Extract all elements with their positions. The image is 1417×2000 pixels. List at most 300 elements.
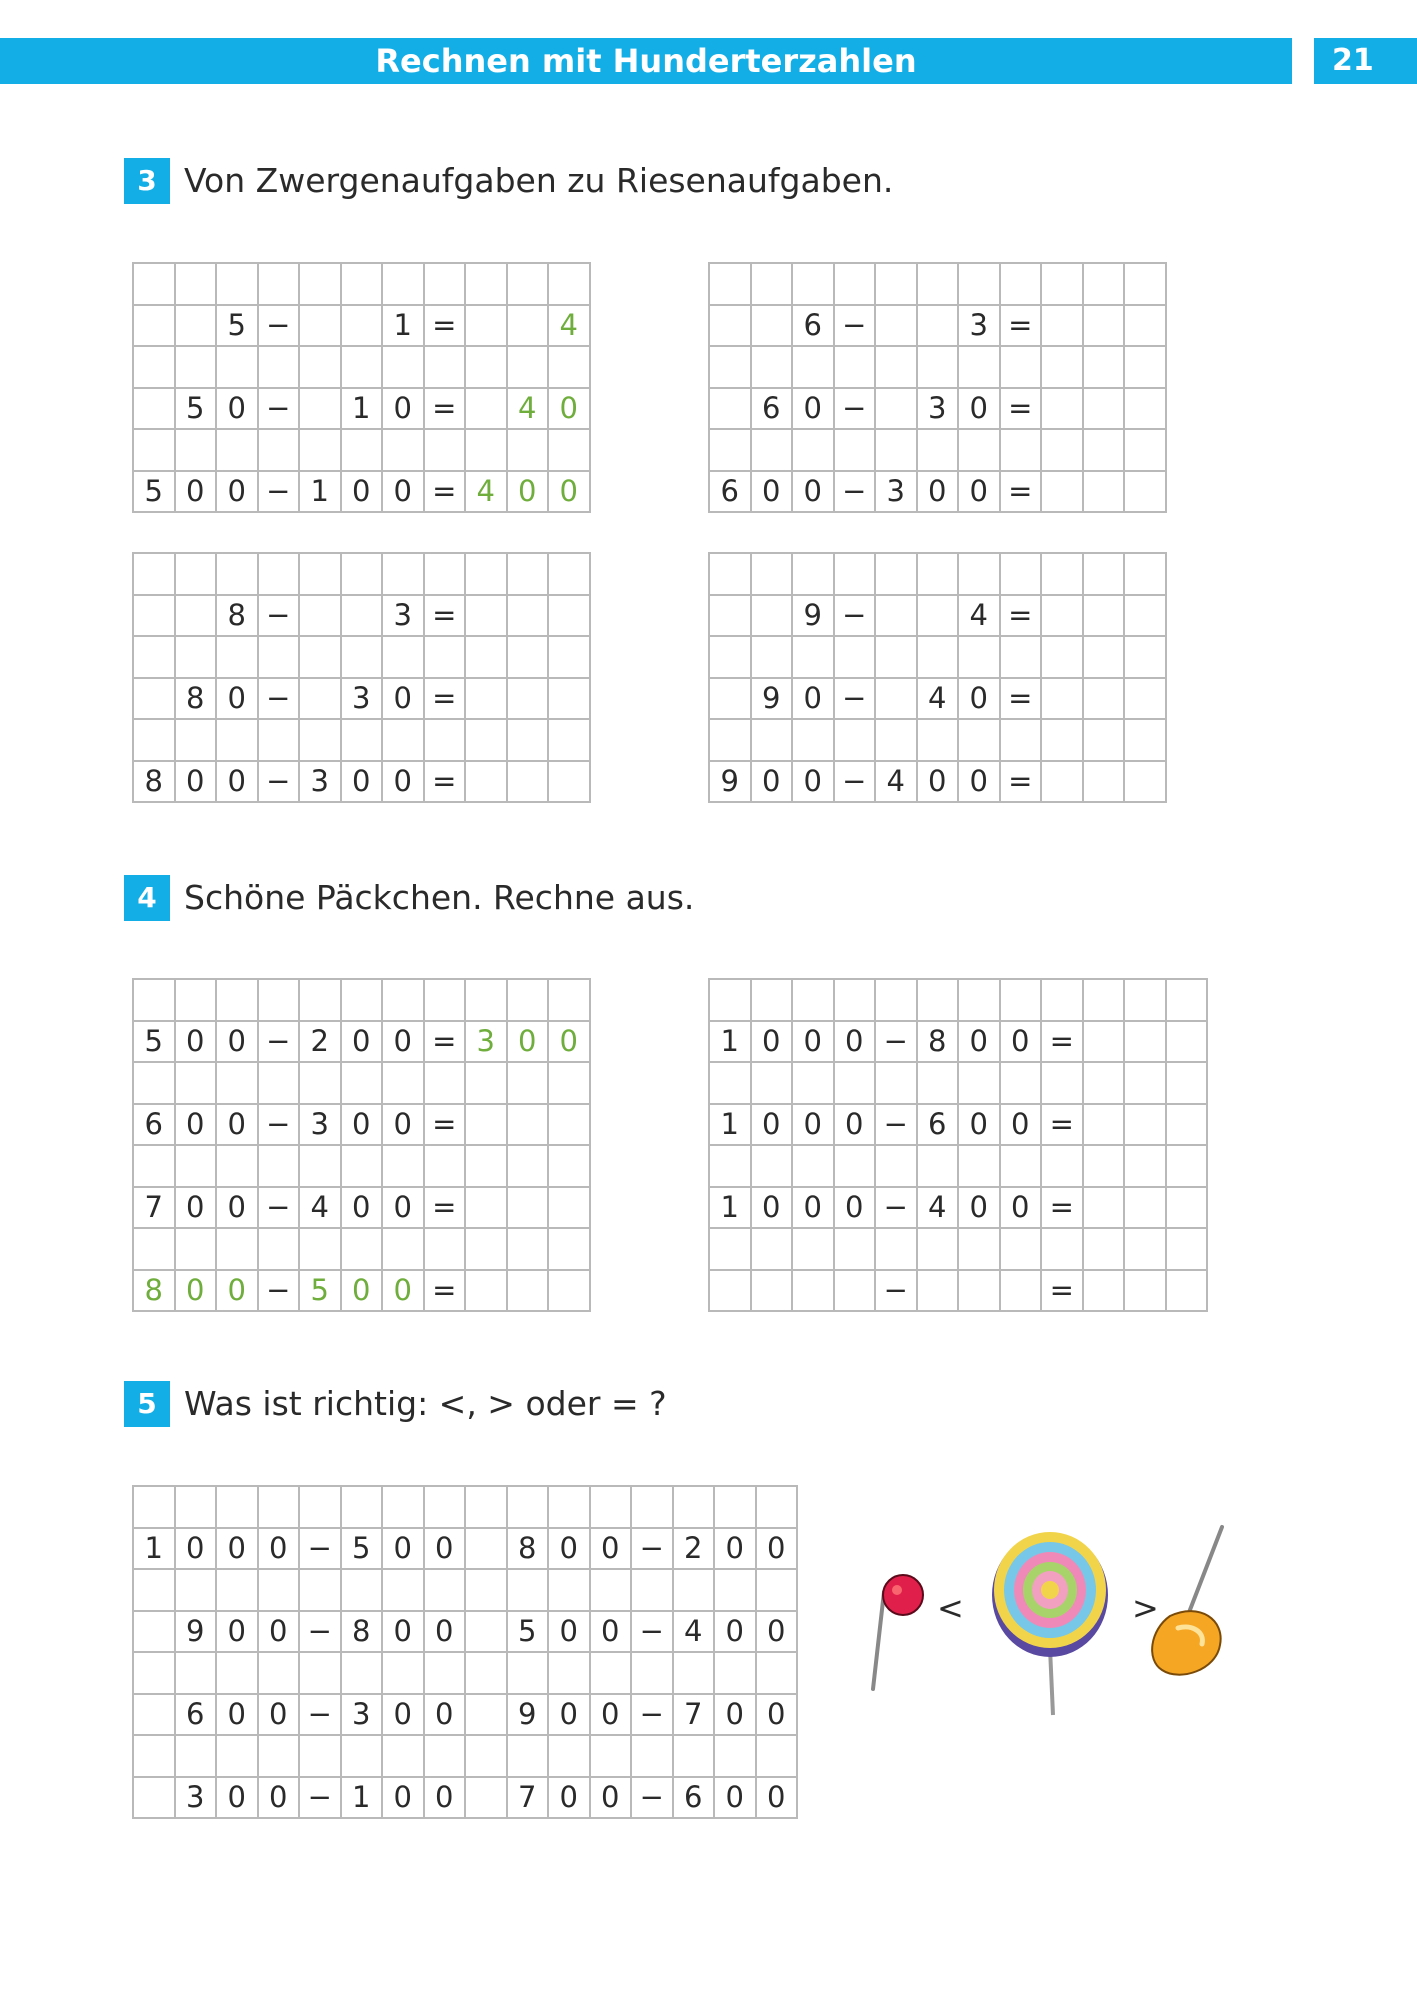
grid-cell[interactable]: [466, 430, 508, 472]
grid-cell[interactable]: [508, 720, 550, 762]
grid-cell[interactable]: [876, 1229, 918, 1271]
grid-cell[interactable]: [217, 264, 259, 306]
grid-cell[interactable]: [1042, 637, 1084, 679]
grid-cell[interactable]: [259, 1736, 301, 1778]
grid-cell[interactable]: [549, 1105, 591, 1147]
grid-cell[interactable]: [176, 980, 218, 1022]
grid-cell[interactable]: [425, 980, 467, 1022]
grid-cell[interactable]: [549, 596, 591, 638]
grid-cell[interactable]: [959, 1063, 1001, 1105]
grid-cell[interactable]: [176, 1736, 218, 1778]
grid-cell[interactable]: [1125, 389, 1167, 431]
grid-cell[interactable]: [1042, 389, 1084, 431]
grid-cell[interactable]: [876, 347, 918, 389]
grid-cell[interactable]: [217, 1146, 259, 1188]
grid-cell[interactable]: [342, 1063, 384, 1105]
grid-cell[interactable]: [632, 1570, 674, 1612]
grid-cell[interactable]: [752, 720, 794, 762]
grid-cell[interactable]: [466, 637, 508, 679]
grid-cell[interactable]: [1084, 389, 1126, 431]
grid-cell[interactable]: [134, 1229, 176, 1271]
grid-cell[interactable]: [710, 347, 752, 389]
grid-cell[interactable]: [1042, 720, 1084, 762]
grid-cell[interactable]: [134, 1612, 176, 1654]
grid-cell[interactable]: [383, 347, 425, 389]
grid-cell[interactable]: [1001, 554, 1043, 596]
grid-cell[interactable]: [176, 1653, 218, 1695]
grid-cell[interactable]: [752, 596, 794, 638]
grid-cell[interactable]: [342, 637, 384, 679]
grid-cell[interactable]: [508, 1063, 550, 1105]
grid-cell[interactable]: [710, 637, 752, 679]
grid-cell[interactable]: [1084, 1105, 1126, 1147]
grid-cell[interactable]: [549, 679, 591, 721]
grid-cell[interactable]: [1001, 1271, 1043, 1313]
grid-cell[interactable]: [259, 430, 301, 472]
grid-cell[interactable]: [508, 679, 550, 721]
grid-cell[interactable]: [918, 347, 960, 389]
grid-cell[interactable]: [425, 1653, 467, 1695]
grid-cell[interactable]: [549, 1653, 591, 1695]
grid-cell[interactable]: [134, 1146, 176, 1188]
grid-cell[interactable]: [383, 1146, 425, 1188]
grid-cell[interactable]: [1001, 637, 1043, 679]
grid-cell[interactable]: [508, 1653, 550, 1695]
grid-cell[interactable]: [176, 347, 218, 389]
grid-cell[interactable]: [710, 1229, 752, 1271]
grid-cell[interactable]: [466, 720, 508, 762]
grid-cell[interactable]: [176, 596, 218, 638]
grid-cell[interactable]: [876, 554, 918, 596]
grid-cell[interactable]: [1084, 980, 1126, 1022]
grid-cell[interactable]: [710, 1146, 752, 1188]
grid-cell[interactable]: [757, 1487, 799, 1529]
grid-cell[interactable]: [383, 1736, 425, 1778]
grid-cell[interactable]: [217, 1653, 259, 1695]
grid-cell[interactable]: [876, 1063, 918, 1105]
grid-cell[interactable]: [549, 264, 591, 306]
grid-cell[interactable]: [466, 1778, 508, 1820]
grid-cell[interactable]: [918, 306, 960, 348]
grid-cell[interactable]: [1084, 306, 1126, 348]
grid-cell[interactable]: [217, 430, 259, 472]
grid-cell[interactable]: [508, 1229, 550, 1271]
grid-cell[interactable]: [383, 980, 425, 1022]
grid-cell[interactable]: [466, 596, 508, 638]
grid-cell[interactable]: [549, 430, 591, 472]
grid-cell[interactable]: [918, 554, 960, 596]
grid-cell[interactable]: [466, 1229, 508, 1271]
grid-cell[interactable]: [134, 347, 176, 389]
grid-cell[interactable]: [176, 554, 218, 596]
grid-cell[interactable]: [383, 720, 425, 762]
grid-cell[interactable]: [1042, 1229, 1084, 1271]
grid-cell[interactable]: [591, 1736, 633, 1778]
grid-cell[interactable]: [1125, 1146, 1167, 1188]
grid-cell[interactable]: [300, 679, 342, 721]
grid-cell[interactable]: [425, 264, 467, 306]
grid-cell[interactable]: [1084, 347, 1126, 389]
grid-cell[interactable]: [710, 306, 752, 348]
grid-cell[interactable]: [835, 1229, 877, 1271]
grid-cell[interactable]: [1125, 720, 1167, 762]
grid-cell[interactable]: [466, 1736, 508, 1778]
grid-cell[interactable]: [300, 306, 342, 348]
grid-cell[interactable]: [959, 264, 1001, 306]
grid-cell[interactable]: [876, 306, 918, 348]
grid-cell[interactable]: [466, 1570, 508, 1612]
grid-cell[interactable]: [1125, 1022, 1167, 1064]
grid-cell[interactable]: [1125, 306, 1167, 348]
grid-cell[interactable]: [134, 306, 176, 348]
grid-cell[interactable]: [710, 1271, 752, 1313]
grid-cell[interactable]: [259, 637, 301, 679]
grid-cell[interactable]: [752, 980, 794, 1022]
grid-cell[interactable]: [959, 980, 1001, 1022]
grid-cell[interactable]: [1167, 1063, 1209, 1105]
grid-cell[interactable]: [876, 430, 918, 472]
grid-cell[interactable]: [591, 1487, 633, 1529]
grid-cell[interactable]: [918, 264, 960, 306]
grid-cell[interactable]: [134, 1778, 176, 1820]
grid-cell[interactable]: [1084, 679, 1126, 721]
grid-cell[interactable]: [715, 1736, 757, 1778]
grid-cell[interactable]: [466, 1146, 508, 1188]
grid-cell[interactable]: [918, 1229, 960, 1271]
grid-cell[interactable]: [259, 554, 301, 596]
grid-cell[interactable]: [1125, 637, 1167, 679]
grid-cell[interactable]: [835, 264, 877, 306]
grid-cell[interactable]: [259, 347, 301, 389]
grid-cell[interactable]: [632, 1487, 674, 1529]
grid-cell[interactable]: [466, 1695, 508, 1737]
grid-cell[interactable]: [466, 1487, 508, 1529]
grid-cell[interactable]: [134, 720, 176, 762]
grid-cell[interactable]: [300, 347, 342, 389]
grid-cell[interactable]: [918, 1063, 960, 1105]
grid-cell[interactable]: [259, 1487, 301, 1529]
grid-cell[interactable]: [1125, 264, 1167, 306]
grid-cell[interactable]: [300, 1487, 342, 1529]
grid-cell[interactable]: [793, 554, 835, 596]
grid-cell[interactable]: [1125, 1188, 1167, 1230]
grid-cell[interactable]: [632, 1653, 674, 1695]
grid-cell[interactable]: [752, 637, 794, 679]
grid-cell[interactable]: [710, 679, 752, 721]
grid-cell[interactable]: [549, 1271, 591, 1313]
grid-cell[interactable]: [134, 1570, 176, 1612]
grid-cell[interactable]: [835, 554, 877, 596]
grid-cell[interactable]: [425, 347, 467, 389]
grid-cell[interactable]: [1084, 554, 1126, 596]
grid-cell[interactable]: [918, 720, 960, 762]
grid-cell[interactable]: [508, 596, 550, 638]
grid-cell[interactable]: [1084, 1146, 1126, 1188]
grid-cell[interactable]: [752, 1229, 794, 1271]
grid-cell[interactable]: [757, 1653, 799, 1695]
grid-cell[interactable]: [217, 637, 259, 679]
grid-cell[interactable]: [1042, 1063, 1084, 1105]
grid-cell[interactable]: [217, 554, 259, 596]
grid-cell[interactable]: [918, 980, 960, 1022]
grid-cell[interactable]: [176, 1229, 218, 1271]
grid-cell[interactable]: [1167, 1188, 1209, 1230]
grid-cell[interactable]: [342, 980, 384, 1022]
grid-cell[interactable]: [793, 1063, 835, 1105]
grid-cell[interactable]: [217, 1487, 259, 1529]
grid-cell[interactable]: [342, 1653, 384, 1695]
grid-cell[interactable]: [1084, 1022, 1126, 1064]
grid-cell[interactable]: [383, 554, 425, 596]
grid-cell[interactable]: [134, 1653, 176, 1695]
grid-cell[interactable]: [1084, 264, 1126, 306]
grid-cell[interactable]: [793, 264, 835, 306]
grid-cell[interactable]: [793, 1229, 835, 1271]
grid-cell[interactable]: [466, 1653, 508, 1695]
grid-cell[interactable]: [508, 264, 550, 306]
grid-cell[interactable]: [425, 1229, 467, 1271]
grid-cell[interactable]: [1001, 720, 1043, 762]
grid-cell[interactable]: [757, 1570, 799, 1612]
grid-cell[interactable]: [217, 347, 259, 389]
grid-cell[interactable]: [549, 554, 591, 596]
grid-cell[interactable]: [959, 720, 1001, 762]
grid-cell[interactable]: [876, 596, 918, 638]
grid-cell[interactable]: [1001, 1229, 1043, 1271]
grid-cell[interactable]: [959, 347, 1001, 389]
grid-cell[interactable]: [176, 720, 218, 762]
grid-cell[interactable]: [1125, 554, 1167, 596]
grid-cell[interactable]: [300, 1063, 342, 1105]
grid-cell[interactable]: [466, 762, 508, 804]
grid-cell[interactable]: [549, 1146, 591, 1188]
grid-cell[interactable]: [342, 306, 384, 348]
grid-cell[interactable]: [342, 1487, 384, 1529]
grid-cell[interactable]: [508, 1271, 550, 1313]
grid-cell[interactable]: [793, 347, 835, 389]
grid-cell[interactable]: [710, 389, 752, 431]
grid-cell[interactable]: [425, 554, 467, 596]
grid-cell[interactable]: [835, 430, 877, 472]
grid-cell[interactable]: [549, 637, 591, 679]
grid-cell[interactable]: [715, 1570, 757, 1612]
grid-cell[interactable]: [466, 1063, 508, 1105]
grid-cell[interactable]: [1084, 1271, 1126, 1313]
grid-cell[interactable]: [710, 554, 752, 596]
grid-cell[interactable]: [549, 1570, 591, 1612]
grid-cell[interactable]: [259, 1063, 301, 1105]
grid-cell[interactable]: [134, 389, 176, 431]
grid-cell[interactable]: [425, 1063, 467, 1105]
grid-cell[interactable]: [715, 1653, 757, 1695]
grid-cell[interactable]: [176, 1487, 218, 1529]
grid-cell[interactable]: [549, 347, 591, 389]
grid-cell[interactable]: [835, 637, 877, 679]
grid-cell[interactable]: [752, 1063, 794, 1105]
grid-cell[interactable]: [466, 264, 508, 306]
grid-cell[interactable]: [591, 1653, 633, 1695]
grid-cell[interactable]: [508, 1736, 550, 1778]
grid-cell[interactable]: [217, 980, 259, 1022]
grid-cell[interactable]: [549, 1487, 591, 1529]
grid-cell[interactable]: [1042, 264, 1084, 306]
grid-cell[interactable]: [1084, 1188, 1126, 1230]
grid-cell[interactable]: [1125, 472, 1167, 514]
grid-cell[interactable]: [300, 1146, 342, 1188]
grid-cell[interactable]: [466, 347, 508, 389]
grid-cell[interactable]: [342, 1146, 384, 1188]
grid-cell[interactable]: [508, 1105, 550, 1147]
grid-cell[interactable]: [1084, 762, 1126, 804]
grid-cell[interactable]: [466, 554, 508, 596]
grid-cell[interactable]: [549, 720, 591, 762]
grid-cell[interactable]: [259, 264, 301, 306]
grid-cell[interactable]: [134, 430, 176, 472]
grid-cell[interactable]: [176, 1146, 218, 1188]
grid-cell[interactable]: [1042, 306, 1084, 348]
grid-cell[interactable]: [876, 264, 918, 306]
grid-cell[interactable]: [674, 1736, 716, 1778]
grid-cell[interactable]: [217, 720, 259, 762]
grid-cell[interactable]: [176, 264, 218, 306]
grid-cell[interactable]: [300, 980, 342, 1022]
grid-cell[interactable]: [383, 1653, 425, 1695]
grid-cell[interactable]: [918, 596, 960, 638]
grid-cell[interactable]: [217, 1063, 259, 1105]
grid-cell[interactable]: [918, 1271, 960, 1313]
grid-cell[interactable]: [1042, 430, 1084, 472]
grid-cell[interactable]: [1084, 430, 1126, 472]
grid-cell[interactable]: [959, 554, 1001, 596]
grid-cell[interactable]: [1042, 347, 1084, 389]
grid-cell[interactable]: [1001, 1146, 1043, 1188]
grid-cell[interactable]: [466, 980, 508, 1022]
grid-cell[interactable]: [425, 637, 467, 679]
grid-cell[interactable]: [217, 1229, 259, 1271]
grid-cell[interactable]: [918, 1146, 960, 1188]
grid-cell[interactable]: [1084, 637, 1126, 679]
grid-cell[interactable]: [757, 1736, 799, 1778]
grid-cell[interactable]: [383, 1570, 425, 1612]
grid-cell[interactable]: [752, 347, 794, 389]
grid-cell[interactable]: [1042, 1146, 1084, 1188]
grid-cell[interactable]: [1042, 554, 1084, 596]
grid-cell[interactable]: [752, 306, 794, 348]
grid-cell[interactable]: [674, 1487, 716, 1529]
grid-cell[interactable]: [549, 1736, 591, 1778]
grid-cell[interactable]: [710, 596, 752, 638]
grid-cell[interactable]: [710, 264, 752, 306]
grid-cell[interactable]: [710, 1063, 752, 1105]
grid-cell[interactable]: [342, 430, 384, 472]
grid-cell[interactable]: [466, 306, 508, 348]
grid-cell[interactable]: [300, 1570, 342, 1612]
grid-cell[interactable]: [1042, 472, 1084, 514]
grid-cell[interactable]: [1084, 720, 1126, 762]
grid-cell[interactable]: [383, 1063, 425, 1105]
grid-cell[interactable]: [425, 1487, 467, 1529]
grid-cell[interactable]: [134, 264, 176, 306]
grid-cell[interactable]: [1125, 1105, 1167, 1147]
grid-cell[interactable]: [300, 1736, 342, 1778]
grid-cell[interactable]: [383, 637, 425, 679]
grid-cell[interactable]: [508, 980, 550, 1022]
grid-cell[interactable]: [1084, 472, 1126, 514]
grid-cell[interactable]: [176, 430, 218, 472]
grid-cell[interactable]: [752, 1271, 794, 1313]
grid-cell[interactable]: [876, 679, 918, 721]
grid-cell[interactable]: [793, 720, 835, 762]
grid-cell[interactable]: [835, 1146, 877, 1188]
grid-cell[interactable]: [134, 1736, 176, 1778]
grid-cell[interactable]: [508, 1487, 550, 1529]
grid-cell[interactable]: [1001, 1063, 1043, 1105]
grid-cell[interactable]: [793, 1271, 835, 1313]
grid-cell[interactable]: [508, 347, 550, 389]
grid-cell[interactable]: [1167, 1146, 1209, 1188]
grid-cell[interactable]: [425, 430, 467, 472]
grid-cell[interactable]: [549, 1063, 591, 1105]
grid-cell[interactable]: [752, 264, 794, 306]
grid-cell[interactable]: [134, 1063, 176, 1105]
grid-cell[interactable]: [1167, 1271, 1209, 1313]
grid-cell[interactable]: [300, 389, 342, 431]
grid-cell[interactable]: [342, 264, 384, 306]
grid-cell[interactable]: [259, 1229, 301, 1271]
grid-cell[interactable]: [259, 1653, 301, 1695]
grid-cell[interactable]: [959, 1271, 1001, 1313]
grid-cell[interactable]: [342, 1229, 384, 1271]
grid-cell[interactable]: [674, 1570, 716, 1612]
grid-cell[interactable]: [300, 1653, 342, 1695]
grid-cell[interactable]: [918, 637, 960, 679]
grid-cell[interactable]: [508, 430, 550, 472]
grid-cell[interactable]: [300, 1229, 342, 1271]
grid-cell[interactable]: [1125, 762, 1167, 804]
grid-cell[interactable]: [425, 1146, 467, 1188]
grid-cell[interactable]: [549, 1229, 591, 1271]
grid-cell[interactable]: [342, 720, 384, 762]
grid-cell[interactable]: [959, 1146, 1001, 1188]
grid-cell[interactable]: [710, 720, 752, 762]
grid-cell[interactable]: [1125, 1063, 1167, 1105]
grid-cell[interactable]: [876, 720, 918, 762]
grid-cell[interactable]: [466, 1612, 508, 1654]
grid-cell[interactable]: [835, 1063, 877, 1105]
grid-cell[interactable]: [508, 1570, 550, 1612]
grid-cell[interactable]: [1167, 1022, 1209, 1064]
grid-cell[interactable]: [1125, 430, 1167, 472]
grid-cell[interactable]: [1042, 596, 1084, 638]
grid-cell[interactable]: [342, 596, 384, 638]
grid-cell[interactable]: [259, 980, 301, 1022]
grid-cell[interactable]: [1001, 264, 1043, 306]
grid-cell[interactable]: [549, 1188, 591, 1230]
grid-cell[interactable]: [1167, 1105, 1209, 1147]
grid-cell[interactable]: [342, 1570, 384, 1612]
grid-cell[interactable]: [508, 1146, 550, 1188]
grid-cell[interactable]: [876, 389, 918, 431]
grid-cell[interactable]: [835, 347, 877, 389]
grid-cell[interactable]: [1001, 980, 1043, 1022]
grid-cell[interactable]: [793, 980, 835, 1022]
grid-cell[interactable]: [383, 1487, 425, 1529]
grid-cell[interactable]: [300, 554, 342, 596]
grid-cell[interactable]: [1042, 980, 1084, 1022]
grid-cell[interactable]: [1084, 1229, 1126, 1271]
grid-cell[interactable]: [1084, 596, 1126, 638]
grid-cell[interactable]: [1125, 347, 1167, 389]
